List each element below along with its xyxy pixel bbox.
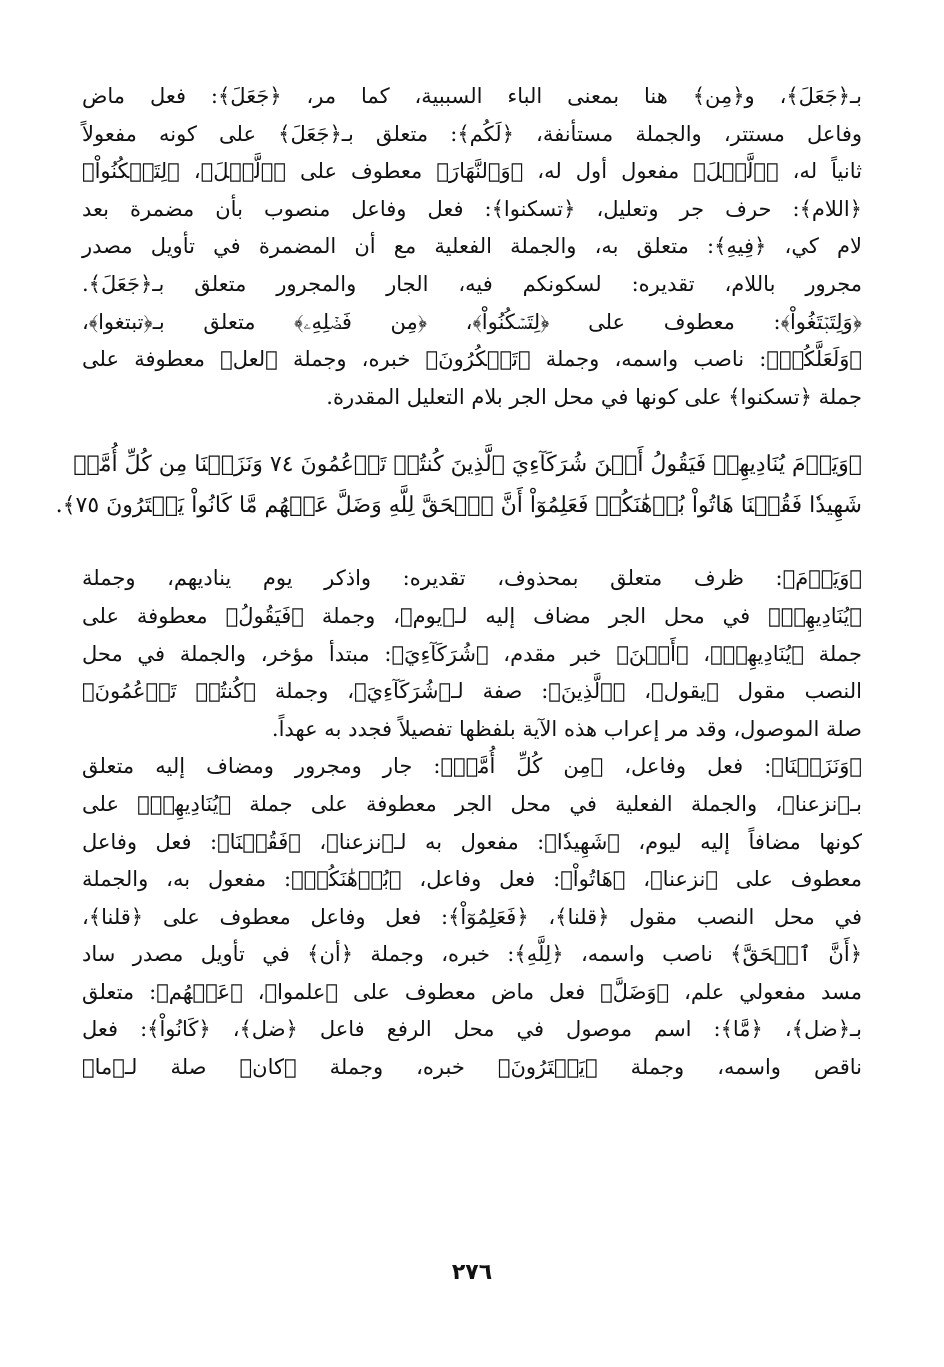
text-line: ﴿وَيَوۡمَ﴾: ظرف متعلق بمحذوف، تقديره: واذكر يوم يناديهم، وجملة bbox=[82, 566, 862, 591]
text-line: ﴿وَلَعَلَّكُمۡ﴾: ناصب واسمه، وجملة ﴿تَشۡكُرُونَ﴾ خبره، وجملة ﴿لعل﴾ معطوفة على bbox=[82, 347, 862, 372]
text-line: بـ﴿ضل﴾، ﴿مَّا﴾: اسم موصول في محل الرفع فاعل ﴿ضل﴾، ﴿كَانُواْ﴾: فعل bbox=[82, 1017, 862, 1042]
text-line: مسد مفعولي علم، ﴿وَضَلَّ﴾ فعل ماض معطوف على ﴿علموا﴾، ﴿عَنۡهُم﴾: متعلق bbox=[82, 979, 862, 1004]
page-number: ٢٧٦ bbox=[451, 1260, 493, 1285]
text-line: ﴿يُنَادِيهِمۡ﴾ في محل الجر مضاف إليه لـ﴿يوم﴾، وجملة ﴿فَيَقُولُ﴾ معطوفة على bbox=[82, 603, 862, 628]
text-line: في محل النصب مقول ﴿قلنا﴾، ﴿فَعَلِمُوٓاْ﴾: فعل وفاعل معطوف على ﴿قلنا﴾، bbox=[82, 904, 862, 929]
text-line: معطوف على ﴿نزعنا﴾، ﴿هَاتُواْ﴾: فعل وفاعل، ﴿بُرۡهَٰنَكُمۡ﴾: مفعول به، والجملة bbox=[82, 867, 862, 892]
text-line: ﴿وَنَزَعۡنَا﴾: فعل وفاعل، ﴿مِن كُلِّ أُمَّةٖ﴾: جار ومجرور ومضاف إليه متعلق bbox=[82, 754, 862, 779]
quran-verse-block bbox=[55, 444, 862, 526]
analysis-paragraph-bottom bbox=[82, 560, 862, 1086]
text-line: ثانياً له، ﴿ٱلَّيۡلَ﴾ مفعول أول له، ﴿وَٱلنَّهَارَ﴾ معطوف على ﴿ٱلَّيۡلَ﴾، ﴿لِتَسۡكُنُواْ﴾ bbox=[82, 159, 862, 184]
text-line: صلة الموصول، وقد مر إعراب هذه الآية بلفظها تفصيلاً فجدد به عهداً. bbox=[271, 716, 862, 741]
text-line: كونها مضافاً إليه ليوم، ﴿شَهِيدٗا﴾: مفعول به لـ﴿نزعنا﴾، ﴿فَقُلۡنَا﴾: فعل وفاعل bbox=[82, 829, 862, 854]
analysis-paragraph-top bbox=[82, 78, 862, 416]
text-line: جملة ﴿يُنَادِيهِمۡ﴾، ﴿أَيۡنَ﴾ خبر مقدم، ﴿شُرَكَآءِيَ﴾: مبتدأ مؤخر، والجملة في محل bbox=[82, 641, 862, 666]
text-line: لام كي، ﴿فِيهِ﴾: متعلق به، والجملة الفعلية مع أن المضمرة في تأويل مصدر bbox=[82, 234, 862, 259]
text-line: ﴿اللام﴾: حرف جر وتعليل، ﴿تسكنوا﴾: فعل وفاعل منصوب بأن مضمرة بعد bbox=[82, 196, 862, 221]
text-line: ﴿أَنَّ ٱلۡحَقَّ﴾ ناصب واسمه، ﴿لِلَّهِ﴾: خبره، وجملة ﴿أن﴾ في تأويل مصدر ساد bbox=[82, 942, 862, 967]
page-body bbox=[55, 78, 862, 1338]
text-line: ناقص واسمه، وجملة ﴿يَفۡتَرُونَ﴾ خبره، وجملة ﴿كان﴾ صلة لـ﴿ما﴾ bbox=[82, 1055, 862, 1080]
text-line: مجرور باللام، تقديره: لسكونكم فيه، الجار والمجرور متعلق بـ﴿جَعَلَ﴾. bbox=[82, 271, 862, 296]
text-line: وفاعل مستتر، والجملة مستأنفة، ﴿لَكُم﴾: متعلق بـ﴿جَعَلَ﴾ على كونه مفعولاً bbox=[82, 121, 862, 146]
verse-line: شَهِيدٗا فَقُلۡنَا هَاتُواْ بُرۡهَٰنَكُمۡ فَعَلِمُوٓاْ أَنَّ ٱلۡحَقَّ لِلَّهِ وَضَلَّ عَنۡهُم مَّا كَانُواْ يَفۡتَرُونَ ٧٥﴾. bbox=[55, 493, 862, 519]
text-line: ﴿وَلِتَبۡتَغُواْ﴾: معطوف على ﴿لِتَسۡكُنُواْ﴾، ﴿مِن فَضۡلِهِۦ﴾ متعلق بـ﴿تبتغوا﴾، bbox=[82, 309, 862, 334]
verse-line: ﴿وَيَوۡمَ يُنَادِيهِمۡ فَيَقُولُ أَيۡنَ شُرَكَآءِيَ ٱلَّذِينَ كُنتُمۡ تَزۡعُمُونَ ٧٤ وَنَزَعۡنَا مِن كُلِّ أُمَّةٖ bbox=[73, 452, 862, 478]
text-line: النصب مقول ﴿يقول﴾، ﴿ٱلَّذِينَ﴾: صفة لـ﴿شُرَكَآءِيَ﴾، وجملة ﴿كُنتُمۡ تَزۡعُمُونَ﴾ bbox=[82, 679, 862, 704]
text-line: جملة ﴿تسكنوا﴾ على كونها في محل الجر بلام التعليل المقدرة. bbox=[326, 384, 862, 409]
text-line: بـ﴿جَعَلَ﴾، و﴿مِن﴾ هنا بمعنى الباء السببية، كما مر، ﴿جَعَلَ﴾: فعل ماض bbox=[82, 84, 862, 108]
text-line: بـ﴿نزعنا﴾، والجملة الفعلية في محل الجر معطوفة على جملة ﴿يُنَادِيهِمۡ﴾ على bbox=[82, 791, 862, 816]
